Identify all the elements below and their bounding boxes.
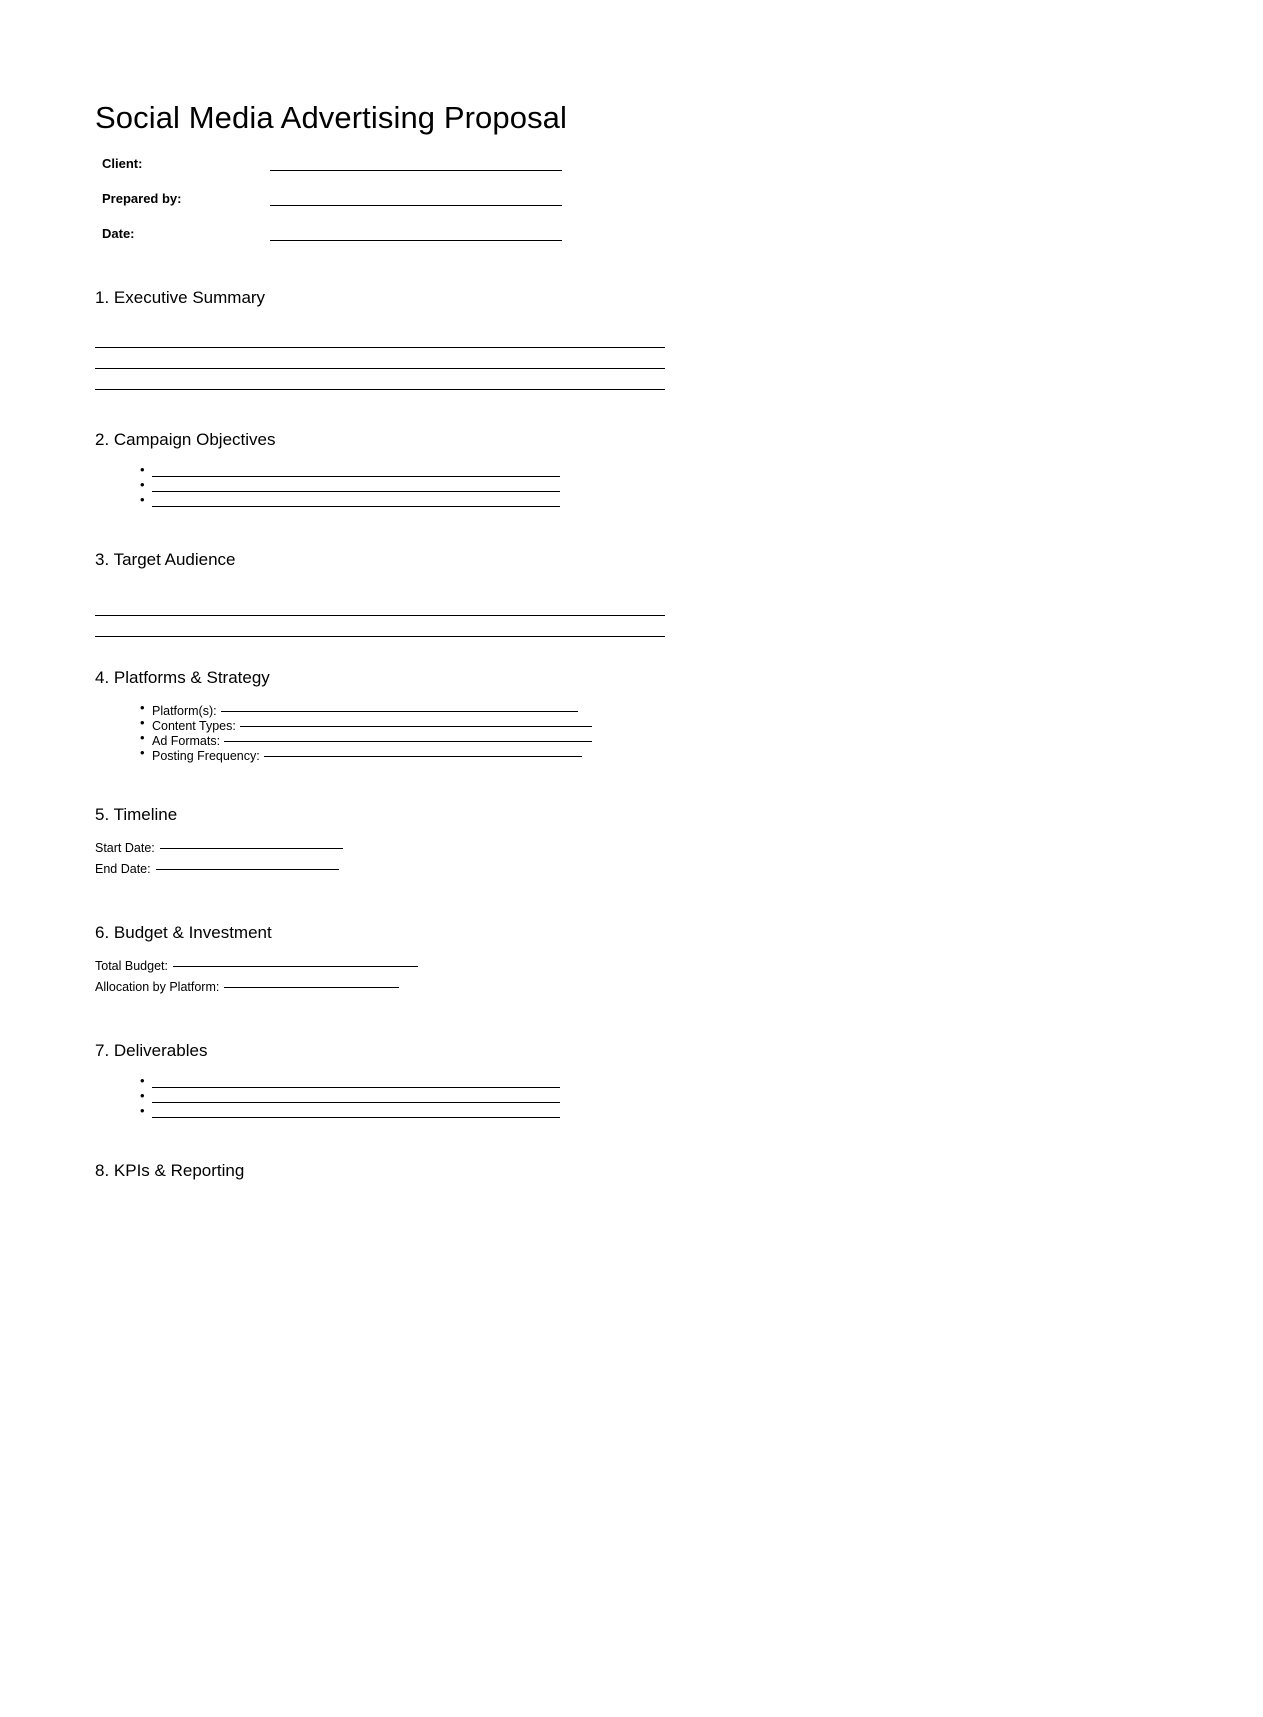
posting-frequency-label: • Posting Frequency: bbox=[152, 749, 260, 763]
section-heading-target-audience: 3. Target Audience bbox=[95, 550, 236, 569]
deliverable-input-rule[interactable] bbox=[152, 1087, 560, 1088]
timeline-fields bbox=[95, 840, 755, 882]
ad-formats-label: • Ad Formats: bbox=[152, 734, 221, 748]
section-deliverables bbox=[95, 1040, 755, 1121]
start-date-input-rule[interactable] bbox=[160, 837, 343, 849]
campaign-objectives-list bbox=[95, 465, 755, 510]
section-executive-summary bbox=[95, 287, 755, 390]
objective-input-rule[interactable] bbox=[152, 476, 560, 477]
writing-rule[interactable] bbox=[95, 595, 665, 616]
platforms-label: • Platform(s): bbox=[152, 704, 217, 718]
page-title: Social Media Advertising Proposal bbox=[95, 99, 567, 135]
list-item-posting-frequency[interactable] bbox=[95, 748, 755, 763]
section-heading-kpis-reporting: 8. KPIs & Reporting bbox=[95, 1161, 245, 1180]
target-audience-writing-area bbox=[95, 595, 755, 637]
meta-row-client bbox=[102, 156, 722, 191]
writing-rule[interactable] bbox=[95, 327, 665, 348]
prepared-by-label: Prepared by: bbox=[102, 191, 182, 206]
list-item[interactable] bbox=[95, 480, 755, 495]
deliverable-input-rule[interactable] bbox=[152, 1117, 560, 1118]
objective-input-rule[interactable] bbox=[152, 491, 560, 492]
section-timeline bbox=[95, 804, 755, 882]
section-platforms-strategy bbox=[95, 667, 755, 763]
field-row-total-budget bbox=[95, 958, 755, 979]
ad-formats-input-rule[interactable] bbox=[224, 730, 592, 742]
list-item[interactable] bbox=[95, 465, 755, 480]
content-types-input-rule[interactable] bbox=[240, 715, 592, 727]
objective-input-rule[interactable] bbox=[152, 506, 560, 507]
platforms-strategy-list bbox=[95, 703, 755, 763]
section-campaign-objectives bbox=[95, 429, 755, 510]
budget-fields bbox=[95, 958, 755, 1000]
section-kpis-reporting bbox=[95, 1160, 755, 1182]
list-item[interactable] bbox=[95, 1076, 755, 1091]
total-budget-input-rule[interactable] bbox=[173, 955, 418, 967]
executive-summary-writing-area bbox=[95, 327, 755, 390]
allocation-by-platform-label: Allocation by Platform: bbox=[95, 980, 220, 994]
section-heading-executive-summary: 1. Executive Summary bbox=[95, 288, 266, 307]
allocation-by-platform-input-rule[interactable] bbox=[224, 976, 399, 988]
section-heading-platforms-strategy: 4. Platforms & Strategy bbox=[95, 668, 270, 687]
deliverables-list bbox=[95, 1076, 755, 1121]
section-heading-budget-investment: 6. Budget & Investment bbox=[95, 923, 272, 942]
platforms-input-rule[interactable] bbox=[221, 700, 578, 712]
proposal-meta-block bbox=[102, 156, 722, 261]
section-heading-timeline: 5. Timeline bbox=[95, 805, 178, 824]
section-heading-deliverables: 7. Deliverables bbox=[95, 1041, 208, 1060]
start-date-label: Start Date: bbox=[95, 841, 155, 855]
list-item[interactable] bbox=[95, 1106, 755, 1121]
writing-rule[interactable] bbox=[95, 348, 665, 369]
section-heading-campaign-objectives: 2. Campaign Objectives bbox=[95, 430, 276, 449]
total-budget-label: Total Budget: bbox=[95, 959, 168, 973]
date-input-rule[interactable] bbox=[270, 240, 562, 241]
end-date-input-rule[interactable] bbox=[156, 858, 339, 870]
content-types-label: • Content Types: bbox=[152, 719, 236, 733]
list-item[interactable] bbox=[95, 1091, 755, 1106]
field-row-end-date bbox=[95, 861, 755, 882]
writing-rule[interactable] bbox=[95, 369, 665, 390]
section-target-audience bbox=[95, 549, 755, 637]
client-label: Client: bbox=[102, 156, 143, 171]
meta-row-prepared-by bbox=[102, 191, 722, 226]
list-item[interactable] bbox=[95, 495, 755, 510]
date-label: Date: bbox=[102, 226, 135, 241]
writing-rule[interactable] bbox=[95, 616, 665, 637]
end-date-label: End Date: bbox=[95, 862, 151, 876]
field-row-allocation-by-platform bbox=[95, 979, 755, 1000]
posting-frequency-input-rule[interactable] bbox=[264, 745, 582, 757]
client-input-rule[interactable] bbox=[270, 170, 562, 171]
prepared-by-input-rule[interactable] bbox=[270, 205, 562, 206]
deliverable-input-rule[interactable] bbox=[152, 1102, 560, 1103]
meta-row-date bbox=[102, 226, 722, 261]
section-budget-investment bbox=[95, 922, 755, 1000]
